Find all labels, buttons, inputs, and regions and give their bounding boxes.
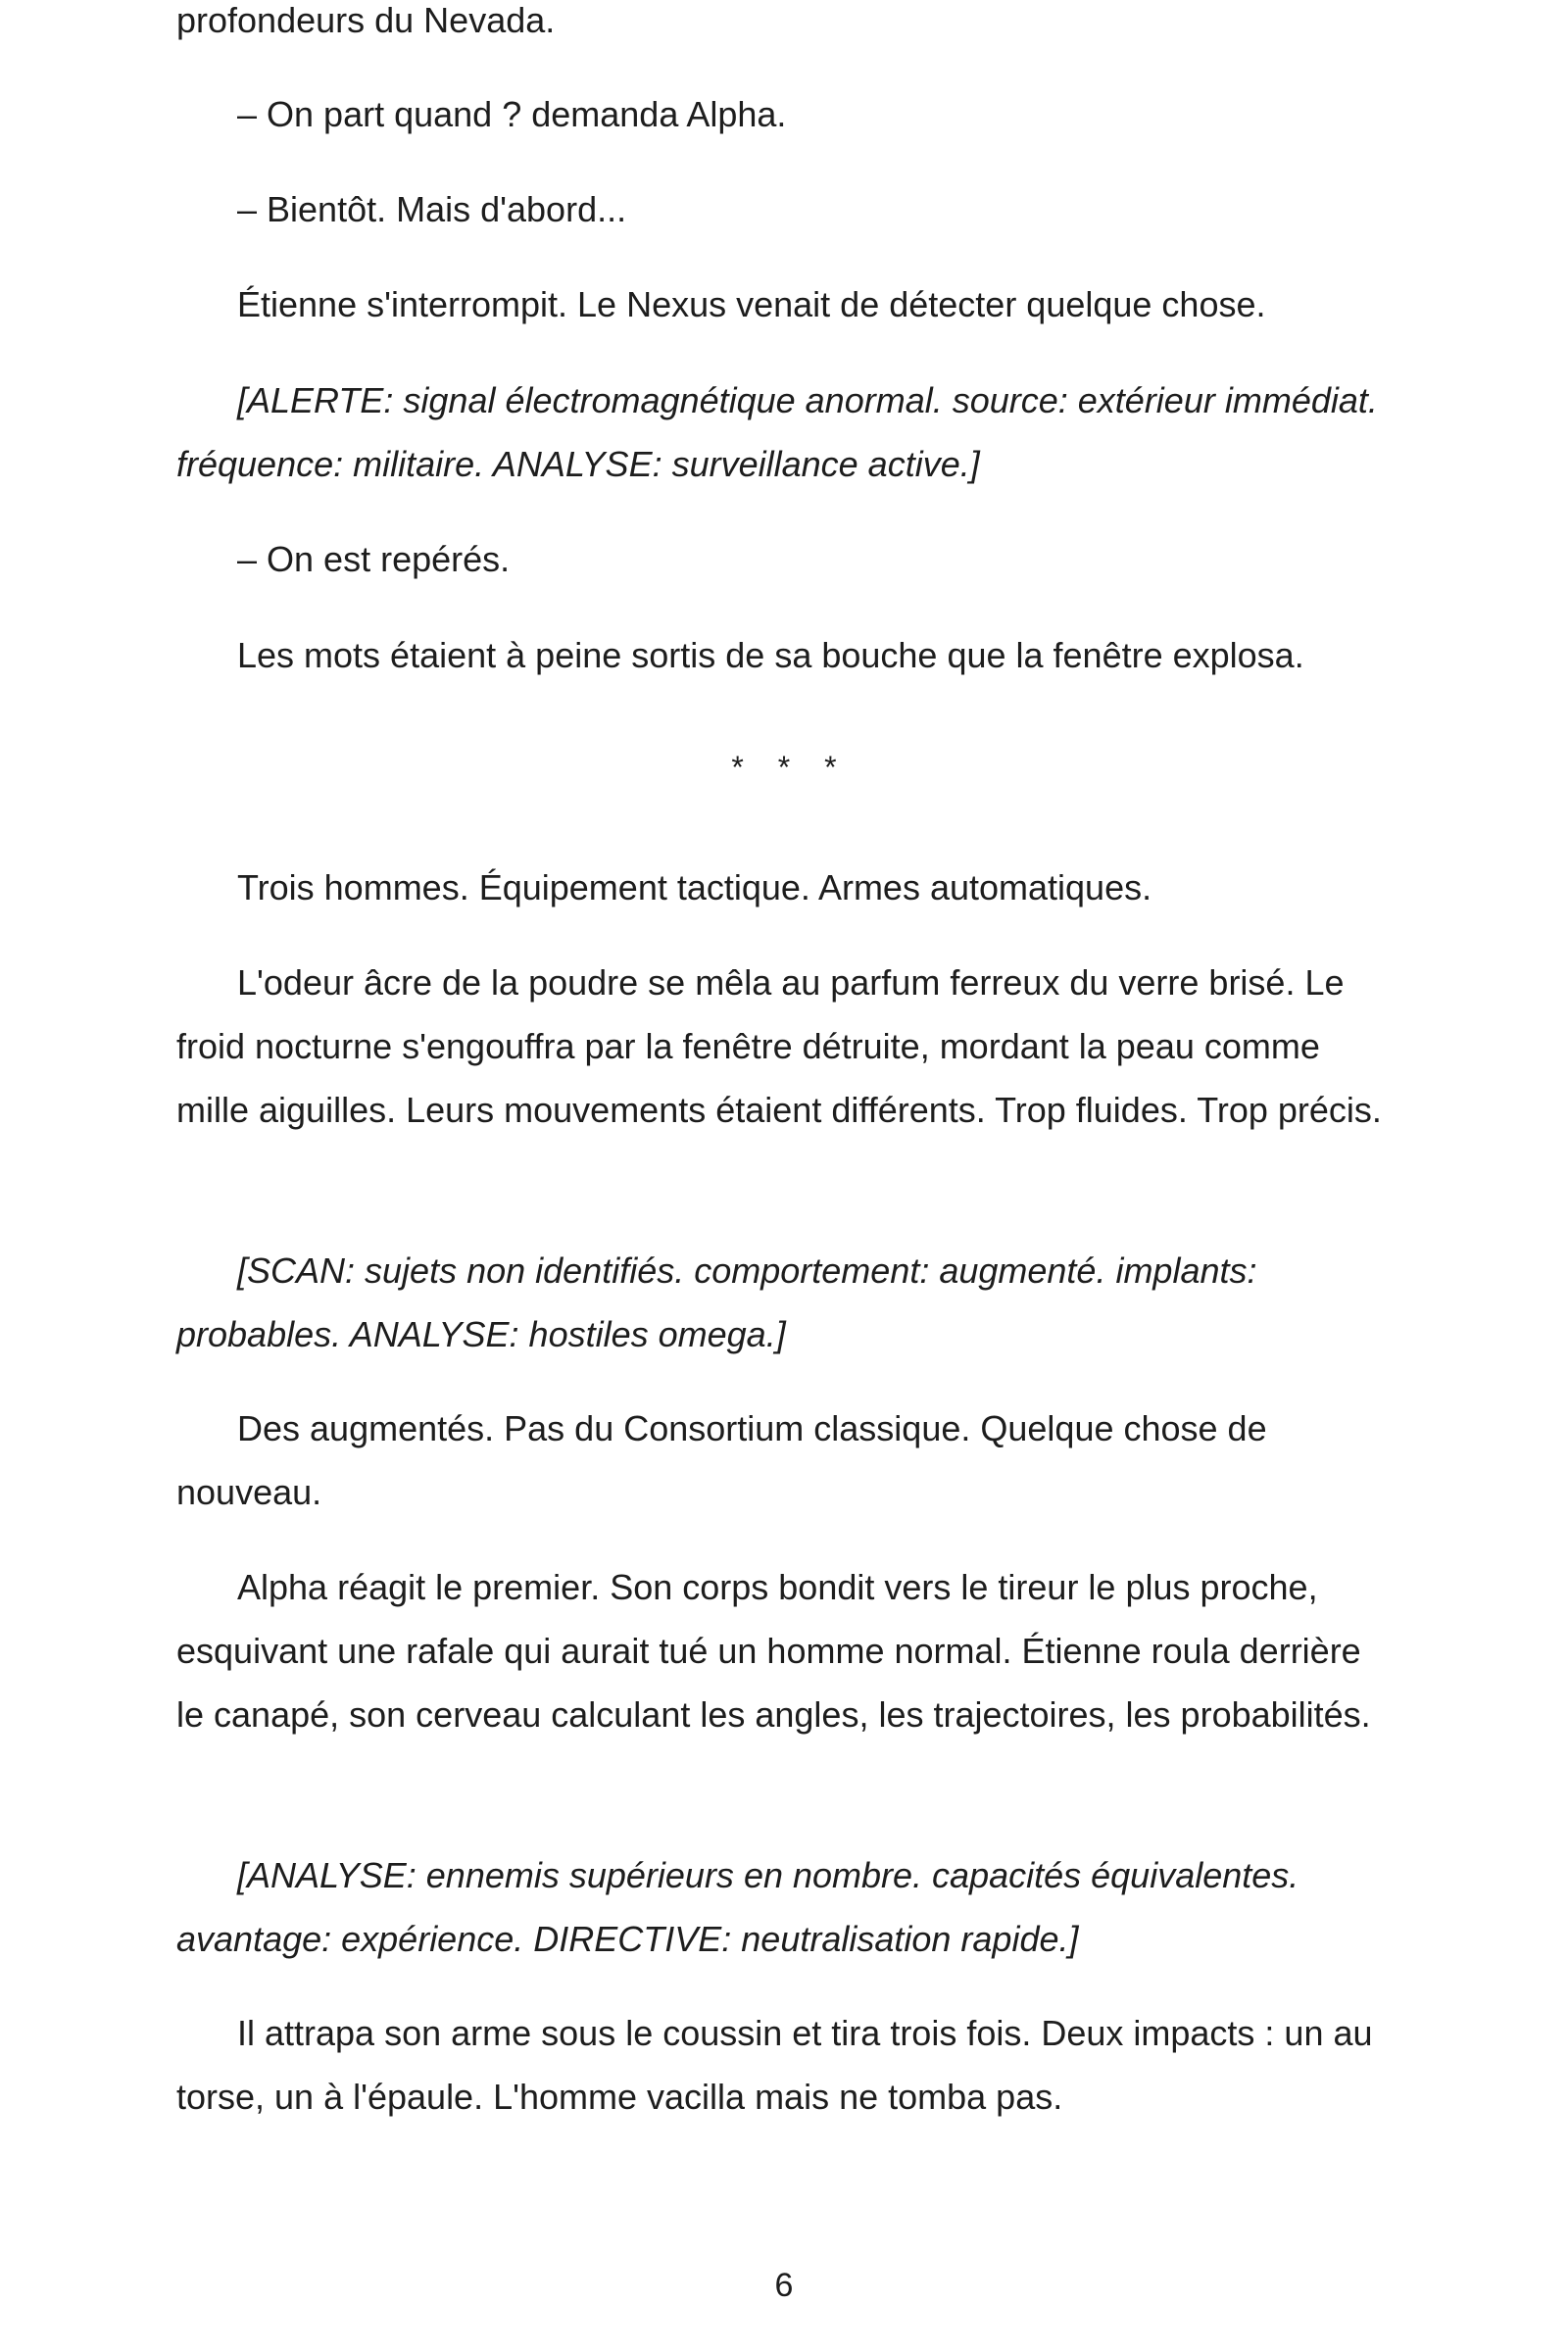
paragraph: Des augmentés. Pas du Consortium classique. Quelque chose de nouveau. — [176, 1408, 1267, 1512]
system-alert-text: [ALERTE: signal électromagnétique anormal. source: extérieur immédiat. fréquence: militaire. ANALYSE: surveillance active.] — [176, 380, 1378, 484]
paragraph-continuation: profondeurs du Nevada. — [176, 0, 556, 40]
paragraph: L'odeur âcre de la poudre se mêla au parfum ferreux du verre brisé. Le froid nocturne s'engouffra par la fenêtre détruite, mordant la peau comme mille aiguilles. Leurs mouvements étaient différents. Trop fluides. Trop précis. — [176, 962, 1382, 1130]
dialogue-line: – Bientôt. Mais d'abord... — [237, 189, 627, 229]
dialogue-line: – On part quand ? demanda Alpha. — [237, 94, 787, 134]
paragraph: Les mots étaient à peine sortis de sa bouche que la fenêtre explosa. — [237, 635, 1304, 675]
dialogue-line: – On est repérés. — [237, 539, 511, 579]
paragraph: Alpha réagit le premier. Son corps bondit vers le tireur le plus proche, esquivant une rafale qui aurait tué un homme normal. Étienne roula derrière le canapé, son cerveau calculant les angles, les trajectoires, les probabilités. — [176, 1567, 1371, 1735]
page-number: 6 — [774, 2267, 794, 2304]
paragraph: Étienne s'interrompit. Le Nexus venait de détecter quelque chose. — [237, 284, 1266, 324]
scene-break: * * * — [731, 750, 837, 785]
paragraph: Trois hommes. Équipement tactique. Armes automatiques. — [237, 867, 1152, 907]
system-analysis-text: [ANALYSE: ennemis supérieurs en nombre. capacités équivalentes. avantage: expérience. DIRECTIVE: neutralisation rapide.] — [176, 1855, 1299, 1959]
paragraph: Il attrapa son arme sous le coussin et tira trois fois. Deux impacts : un au torse, un à l'épaule. L'homme vacilla mais ne tomba pas. — [176, 2013, 1373, 2117]
system-scan-text: [SCAN: sujets non identifiés. comportement: augmenté. implants: probables. ANALYSE: hostiles omega.] — [176, 1250, 1257, 1354]
